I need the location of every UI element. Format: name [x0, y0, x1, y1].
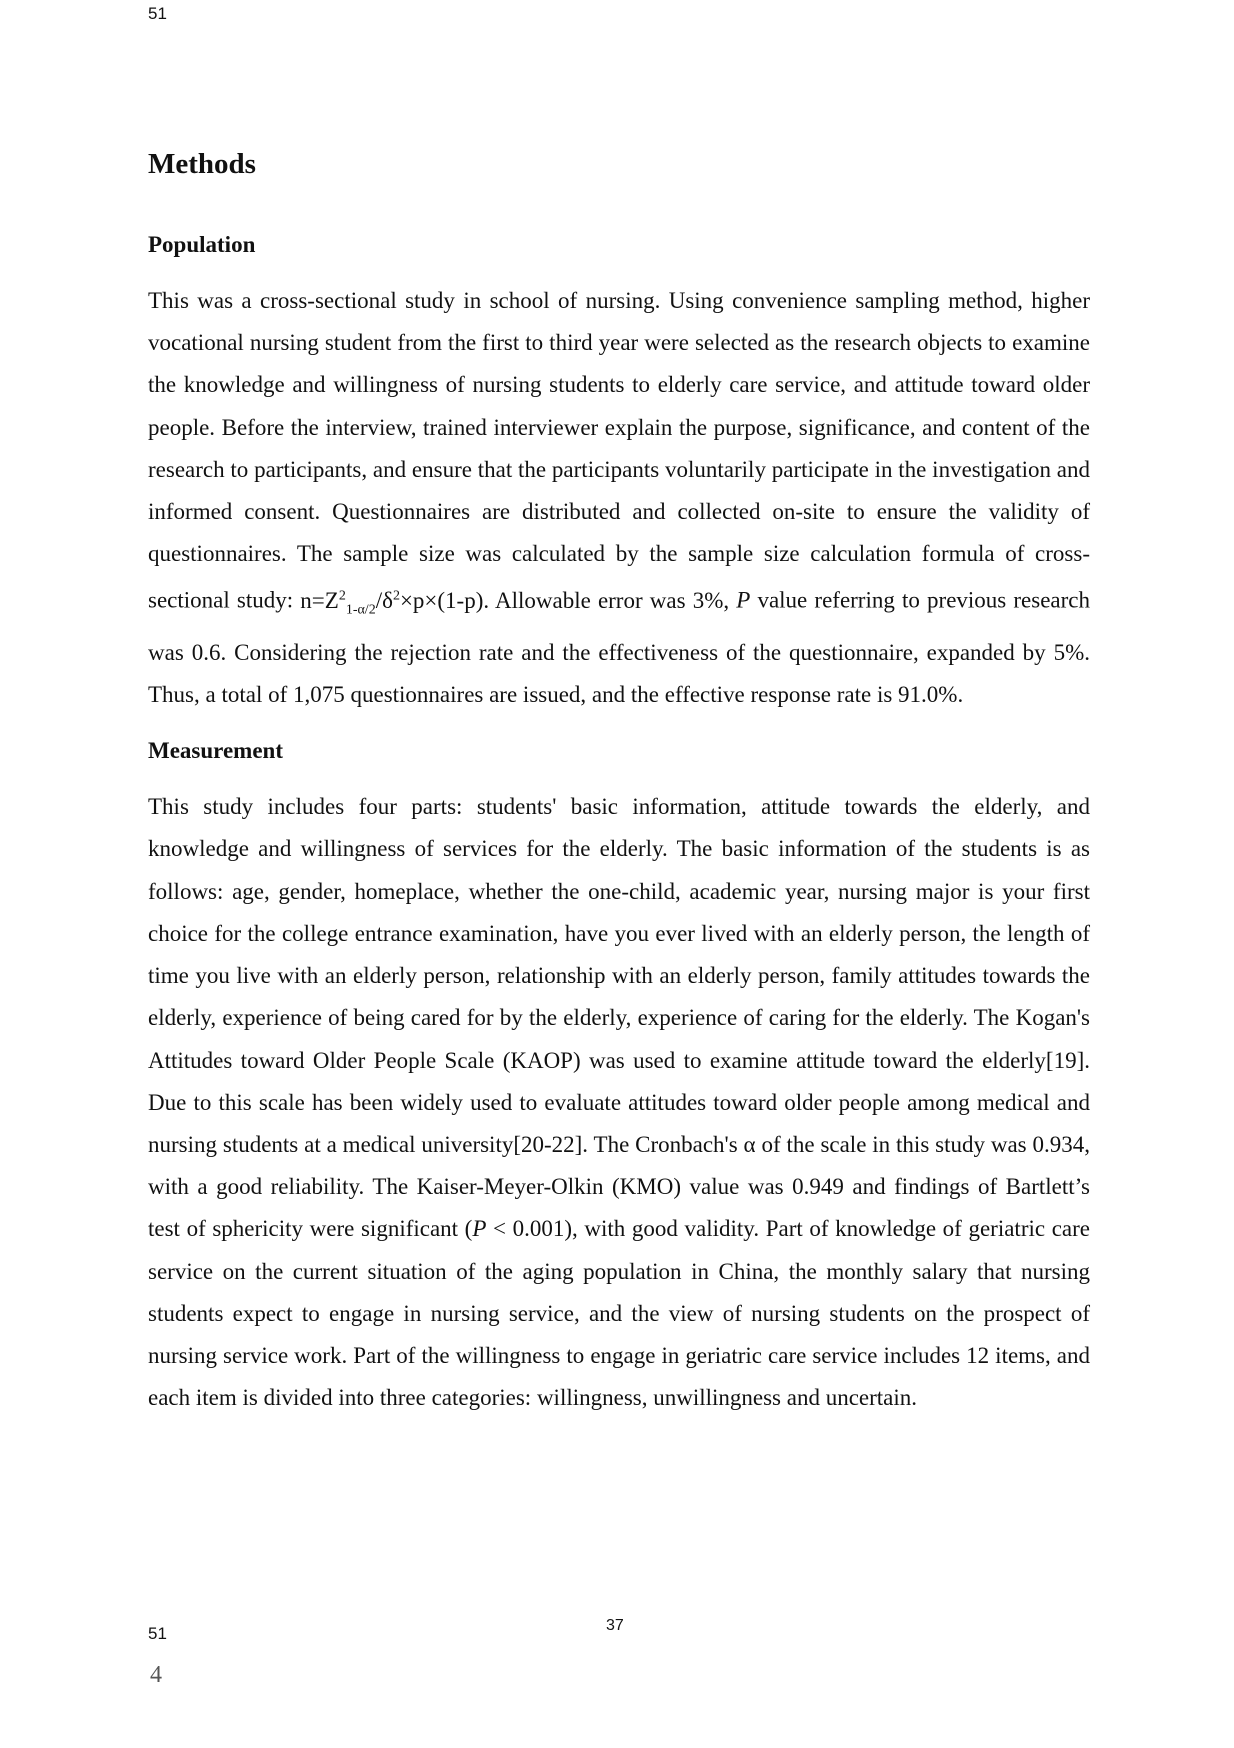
formula-n: n=Z	[300, 588, 339, 614]
footer-left-number: 51	[148, 1624, 167, 1643]
subsection-title-population: Population	[148, 232, 256, 257]
formula-tail: ×p×(1-p). Allowable error was 3%,	[399, 588, 737, 614]
population-text-1: This was a cross-sectional study in school of nursing. Using convenience sampling method, higher vocational nursing student from the first to third year were selected as the research objects to examine the knowledge and willingness of nursing students to elderly care service, and attitude toward older people. Before the interview, trained interviewer explain the purpose, significance, and content of the research to participants, and ensure that the participants voluntarily participate in the investigation and informed consent. Questionnaires are distributed and collected on-site to ensure the validity of questionnaires. The sample size was calculated by the sample size calculation formula of cross-sectional study:	[148, 288, 1090, 614]
population-paragraph	[148, 280, 1090, 716]
subsection-title-measurement: Measurement	[148, 738, 283, 764]
italic-p: P	[736, 588, 751, 614]
header-page-number: 51	[148, 4, 167, 23]
footer-page-number: 4	[150, 1662, 162, 1688]
footer-center-number: 37	[606, 1617, 624, 1634]
formula-sup: 2	[338, 588, 346, 604]
measurement-text-1: This study includes four parts: students' basic information, attitude towards the elderly, and knowledge and willingness of services for the elderly. The basic information of the students is as follows: age, gender, homeplace, whether the one-child, academic year, nursing major is your first choice for the college entrance examination, have you ever lived with an elderly person, the length of time you live with an elderly person, relationship with an elderly person, family attitudes towards the elderly, experience of being cared for by the elderly, experience of caring for the elderly. The Kogan's Attitudes toward Older People Scale (KAOP) was used to examine attitude toward the elderly[19]. Due to this scale has been widely used to evaluate attitudes toward older people among medical and nursing students at a medical university[20-22]. The Cronbach's α of the scale in this study was 0.934, with a good reliability. The Kaiser-Meyer-Olkin (KMO) value was 0.949 and findings of Bartlett’s test of sphericity were significant (	[148, 794, 1090, 1242]
document-body	[148, 140, 1090, 1433]
population-text-2: value referring to previous research was 0.6. Considering the rejection rate and the effectiveness of the questionnaire, expanded by 5%. Thus, a total of 1,075 questionnaires are issued, and the effective response rate is 91.0%.	[148, 588, 1091, 708]
formula-sub: 1-α/2	[345, 602, 376, 618]
section-title: Methods	[148, 148, 256, 180]
formula-rest: /δ	[375, 588, 393, 614]
formula-sup2: 2	[392, 588, 400, 604]
measurement-paragraph	[148, 786, 1090, 1419]
sample-size-formula	[300, 588, 737, 618]
measurement-text-2: < 0.001), with good validity. Part of knowledge of geriatric care service on the current situation of the aging population in China, the monthly salary that nursing students expect to engage in nursing service, and the view of nursing students on the prospect of nursing service work. Part of the willingness to engage in geriatric care service includes 12 items, and each item is divided into three categories: willingness, unwillingness and uncertain.	[148, 1216, 1090, 1411]
italic-p: P	[472, 1216, 487, 1242]
